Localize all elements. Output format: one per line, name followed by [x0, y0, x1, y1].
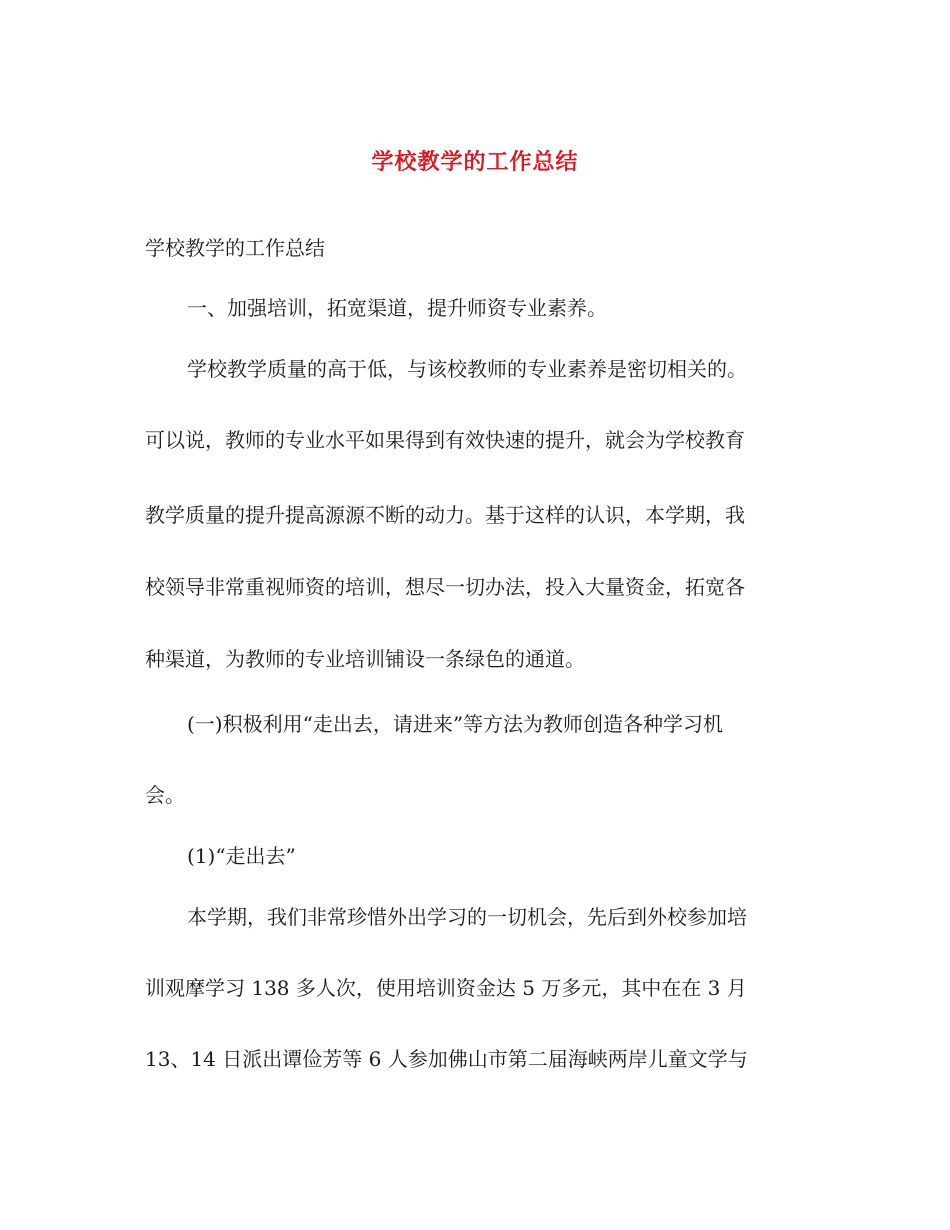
paragraph-line: 本学期，我们非常珍惜外出学习的一切机会，先后到外校参加培	[187, 905, 747, 929]
paragraph-line: 可以说，教师的专业水平如果得到有效快速的提升，就会为学校教育	[145, 428, 745, 452]
subsection-heading: (一)积极利用“走出去，请进来”等方法为教师创造各种学习机	[187, 712, 724, 736]
section-heading: 一、加强培训，拓宽渠道，提升师资专业素养。	[187, 296, 607, 320]
paragraph-line: 学校教学质量的高于低，与该校教师的专业素养是密切相关的。	[187, 357, 747, 381]
paragraph-line: 13、14 日派出谭俭芳等 6 人参加佛山市第二届海峡两岸儿童文学与	[145, 1047, 748, 1071]
paragraph-line: 会。	[145, 783, 185, 807]
document-title: 学校教学的工作总结	[371, 149, 579, 175]
paragraph-line: 校领导非常重视师资的培训，想尽一切办法，投入大量资金，拓宽各	[145, 575, 745, 599]
paragraph-line: 种渠道，为教师的专业培训铺设一条绿色的通道。	[145, 647, 585, 671]
paragraph-line: 训观摩学习 138 多人次，使用培训资金达 5 万多元，其中在在 3 月	[145, 976, 747, 1000]
item-heading: (1)“走出去”	[187, 844, 296, 868]
heading-line: 学校教学的工作总结	[145, 236, 325, 260]
paragraph-line: 教学质量的提升提高源源不断的动力。基于这样的认识，本学期，我	[145, 503, 745, 527]
